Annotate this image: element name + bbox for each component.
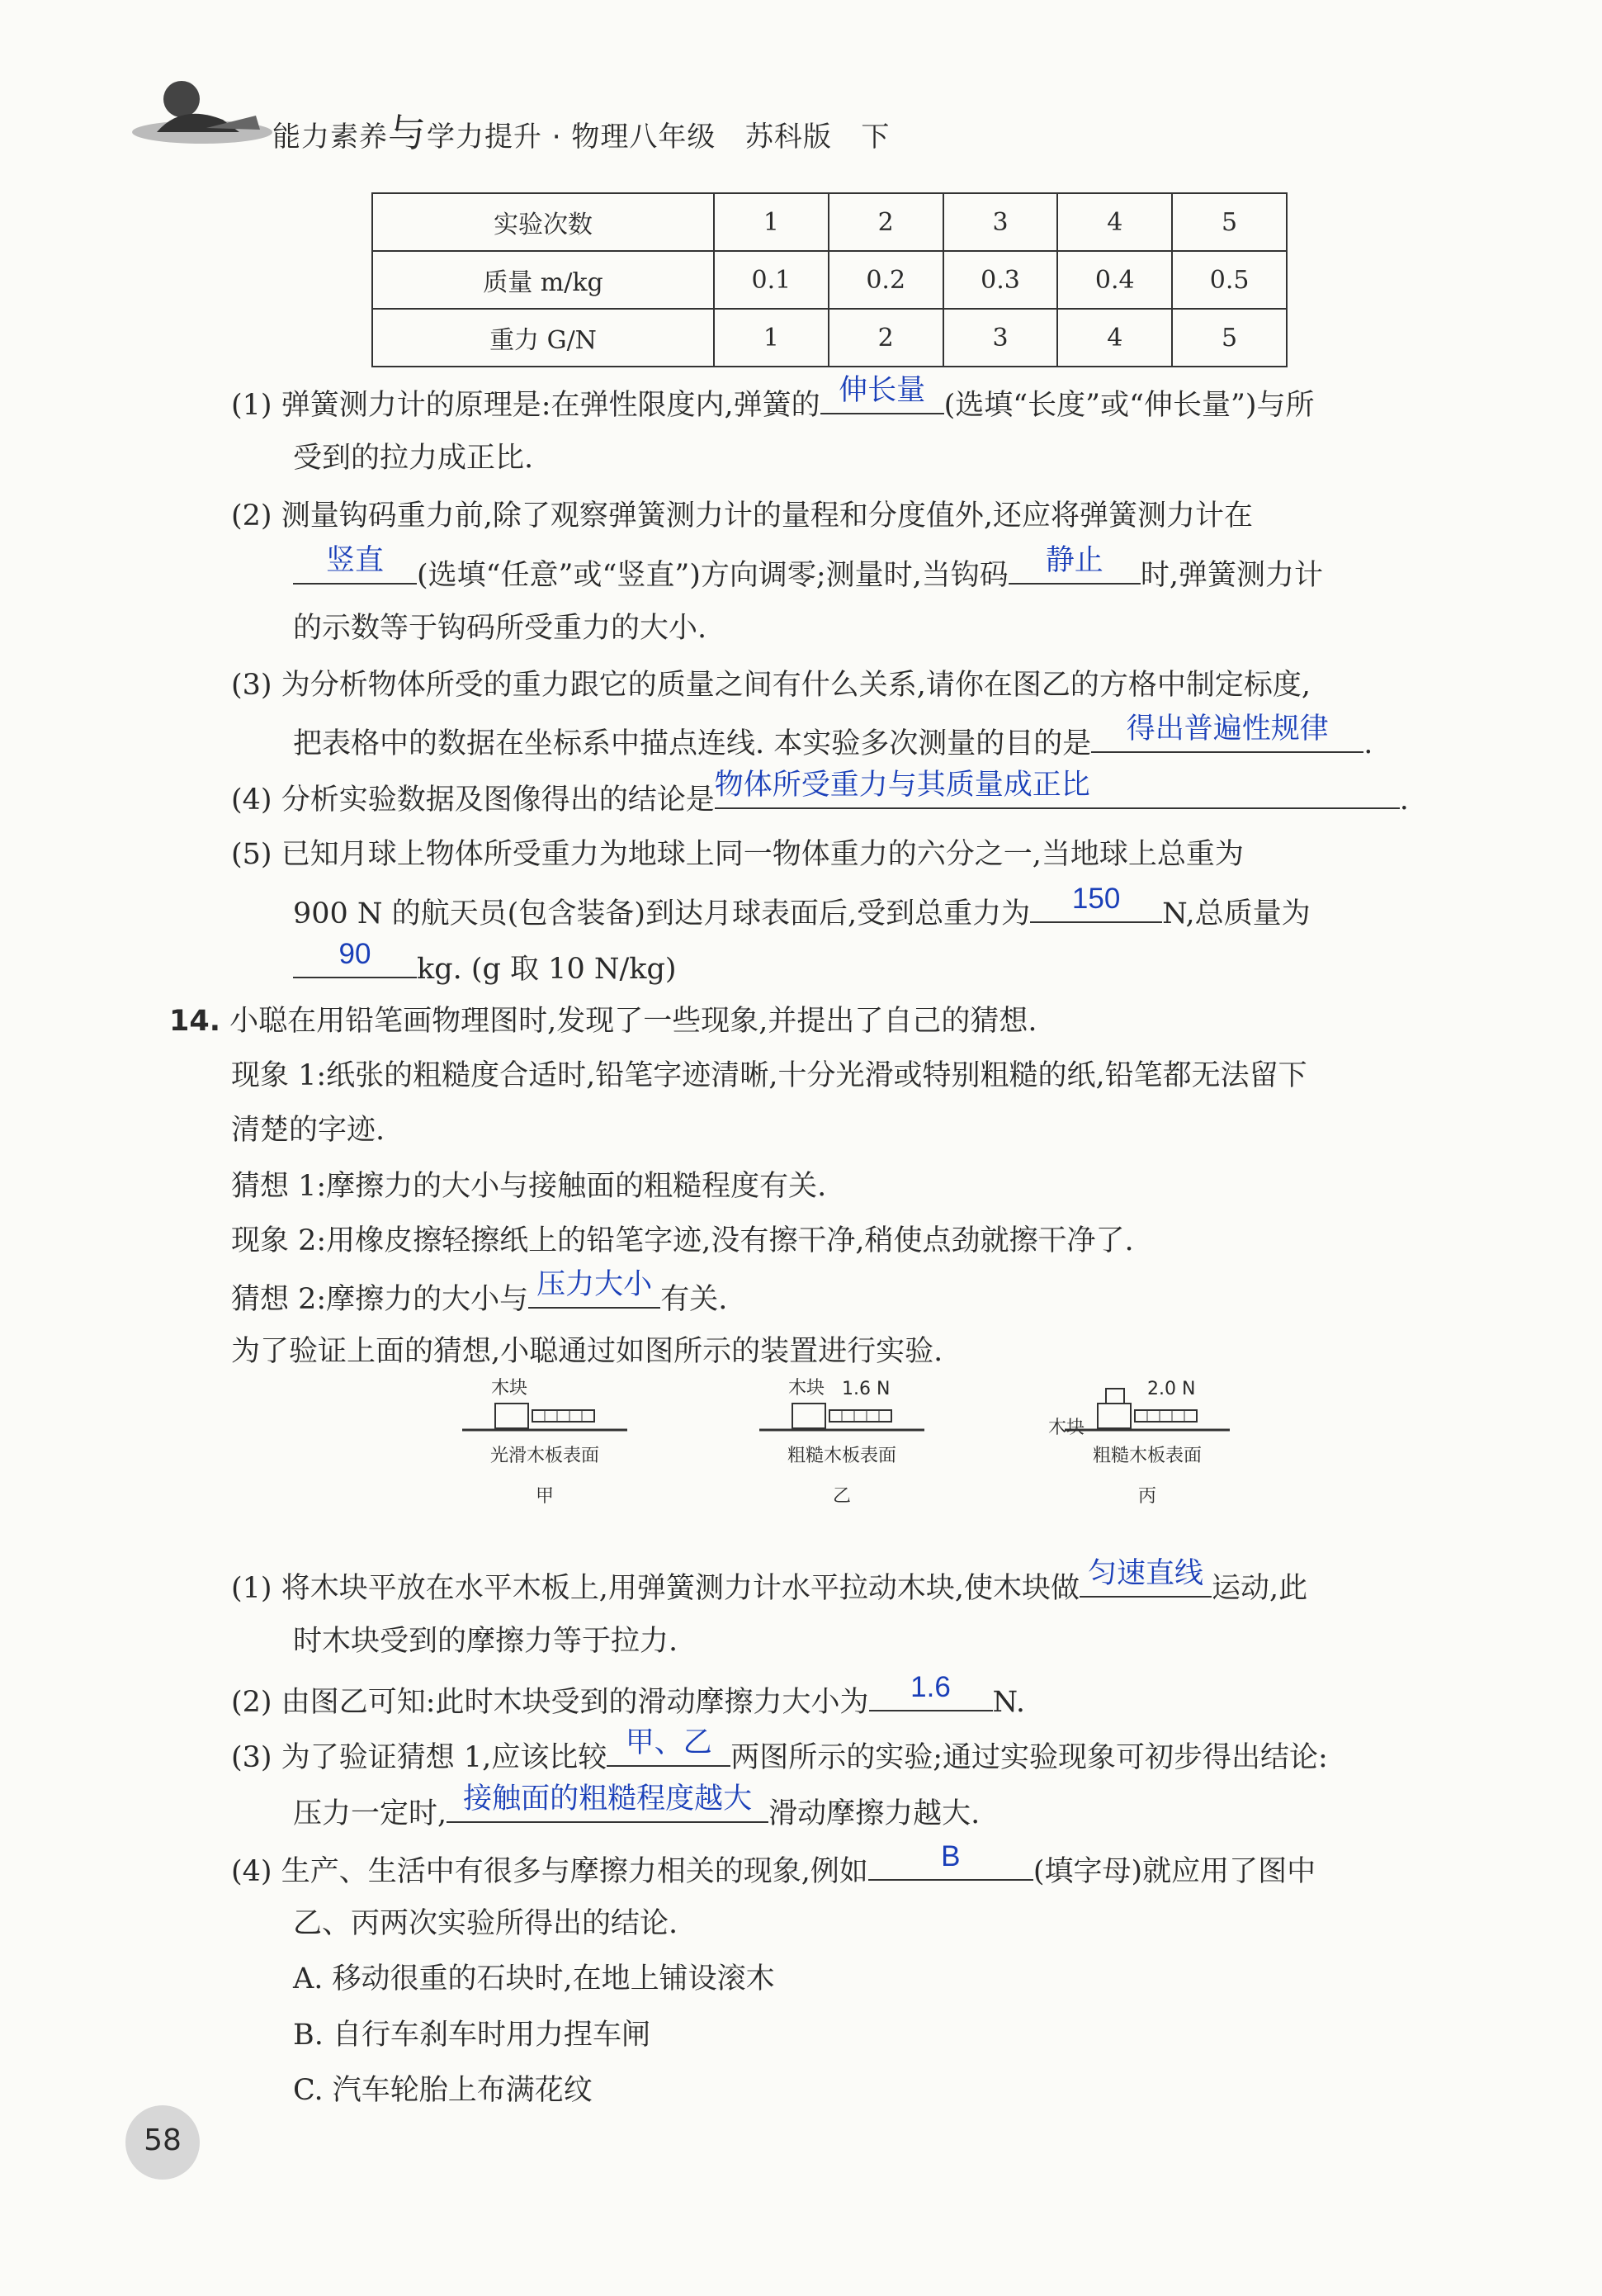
figure-jia: 木块 光滑木板表面 甲 (462, 1387, 627, 1508)
q14-option-c: C. 汽车轮胎上布满花纹 (293, 2074, 593, 2107)
header-edition: 苏科版 (744, 121, 832, 154)
q13-part2-line2: 竖直 (选填“任意”或“竖直”)方向调零;测量时,当钩码 静止 时,弹簧测力计 (293, 552, 1323, 596)
figure-yi: 木块 1.6 N 粗糙木板表面 乙 (759, 1387, 924, 1508)
data-table (371, 192, 1288, 367)
q14-option-b: B. 自行车刹车时用力捏车闸 (293, 2019, 650, 2052)
table-row: 重力 G/N 1 2 3 4 5 (372, 309, 1287, 367)
q14-part4: (4) 生产、生活中有很多与摩擦力相关的现象,例如 B (填字母)就应用了图中 (231, 1840, 1316, 1888)
q14-part2: (2) 由图乙可知:此时木块受到的滑动摩擦力大小为 1.6 N. (231, 1671, 1026, 1719)
header-volume: 下 (861, 121, 891, 154)
q13-part3-line2: 把表格中的数据在坐标系中描点连线. 本实验多次测量的目的是 得出普遍性规律 . (293, 712, 1373, 760)
reading-student-logo-icon (124, 70, 272, 153)
q13-part3: (3) 为分析物体所受的重力跟它的质量之间有什么关系,请你在图乙的方格中制定标度, (231, 669, 1311, 702)
q14-observation1-cont: 清楚的字迹. (231, 1114, 385, 1147)
q13-part4: (4) 分析实验数据及图像得出的结论是 物体所受重力与其质量成正比 . (231, 769, 1409, 817)
q14-guess1: 猜想 1:摩擦力的大小与接触面的粗糙程度有关. (231, 1170, 827, 1203)
q13-part2: (2) 测量钩码重力前,除了观察弹簧测力计的量程和分度值外,还应将弹簧测力计在 (231, 499, 1253, 533)
q14-part1: (1) 将木块平放在水平木板上,用弹簧测力计水平拉动木块,使木块做 匀速直线 运动,此 (231, 1557, 1308, 1605)
header-title: 能力素养与学力提升 · 物理八年级 苏科版 下 (272, 111, 891, 155)
q14-part3: (3) 为了验证猜想 1,应该比较 甲、乙 两图所示的实验;通过实验现象可初步得出结论: (231, 1726, 1328, 1774)
q14-part3-line2: 压力一定时, 接触面的粗糙程度越大 滑动摩擦力越大. (293, 1782, 981, 1830)
page-number: 58 (125, 2105, 200, 2180)
q13-part5-line3: 90 kg. (g 取 10 N/kg) (293, 945, 677, 990)
q13-part5-line2: 900 N 的航天员(包含装备)到达月球表面后,受到总重力为 150 N,总质量为 (293, 883, 1311, 930)
q14-number: 14. (169, 1005, 221, 1038)
table-row: 质量 m/kg 0.1 0.2 0.3 0.4 0.5 (372, 251, 1287, 309)
q14-part4-cont: 乙、丙两次实验所得出的结论. (293, 1907, 678, 1940)
q14-observation1: 现象 1:纸张的粗糙度合适时,铅笔字迹清晰,十分光滑或特别粗糙的纸,铅笔都无法留下 (231, 1059, 1307, 1092)
page-header (124, 70, 949, 161)
q14-option-a: A. 移动很重的石块时,在地上铺设滚木 (293, 1962, 775, 1995)
q13-part5: (5) 已知月球上物体所受重力为地球上同一物体重力的六分之一,当地球上总重为 (231, 838, 1244, 871)
q13-part1: (1) 弹簧测力计的原理是:在弹性限度内,弹簧的 伸长量 (选填“长度”或“伸长量”)与所 (231, 374, 1315, 422)
table-row: 实验次数 1 2 3 4 5 (372, 193, 1287, 251)
q13-part1-cont: 受到的拉力成正比. (293, 442, 534, 475)
q14-verify: 为了验证上面的猜想,小聪通过如图所示的装置进行实验. (231, 1335, 943, 1368)
q14-part1-cont: 时木块受到的摩擦力等于拉力. (293, 1625, 678, 1658)
q13-part2-cont: 的示数等于钩码所受重力的大小. (293, 612, 707, 645)
friction-apparatus-icon (462, 1387, 627, 1437)
q14-observation2: 现象 2:用橡皮擦轻擦纸上的铅笔字迹,没有擦干净,稍使点劲就擦干净了. (231, 1224, 1134, 1257)
figure-bing: 木块 2.0 N 粗糙木板表面 丙 (1065, 1387, 1230, 1508)
q14-intro: 14. 小聪在用铅笔画物理图时,发现了一些现象,并提出了自己的猜想. (169, 1005, 1037, 1038)
q14-guess2: 猜想 2:摩擦力的大小与 压力大小 有关. (231, 1268, 728, 1316)
